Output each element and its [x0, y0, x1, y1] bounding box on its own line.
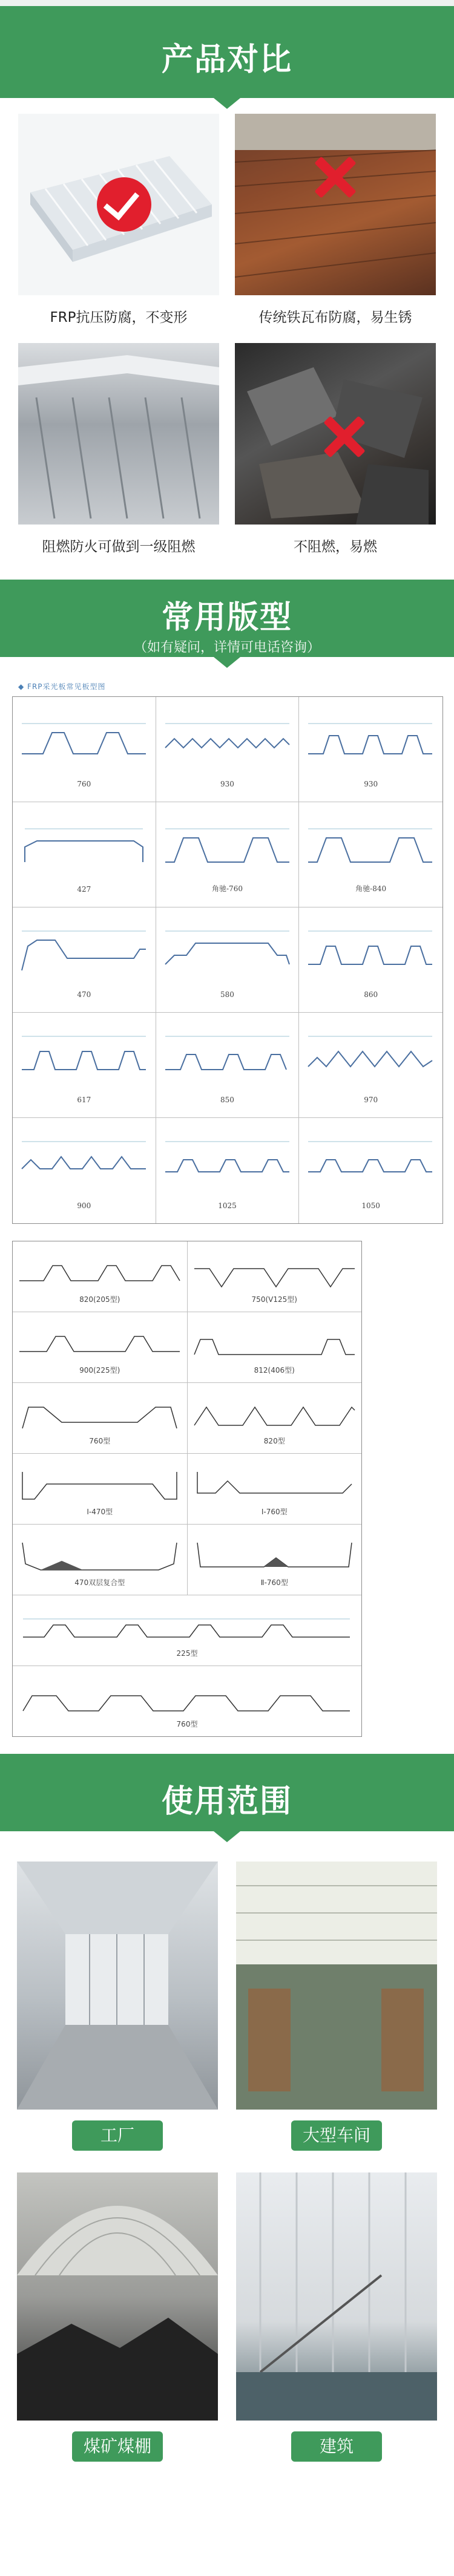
profile-label: 820型: [263, 1437, 285, 1445]
profile-label: 760: [77, 780, 91, 788]
compare-card-iron: [235, 114, 436, 343]
profile-cell: [13, 1118, 156, 1223]
profile-label: 750(V125型): [251, 1295, 297, 1304]
profile-drawing: [16, 1395, 183, 1437]
profile-cell: [156, 907, 300, 1013]
profile-drawing: [19, 711, 149, 778]
profile-drawing: [191, 1324, 358, 1367]
profile-cell: [156, 1013, 300, 1118]
compare-row: [18, 343, 436, 572]
usage-card-workshop: [236, 1862, 437, 2151]
profile-cell: [13, 1383, 188, 1453]
compare-row: [18, 114, 436, 343]
profile-label: 470: [77, 990, 91, 999]
profile-cell: [299, 697, 442, 802]
rusty-roof-image: [235, 114, 436, 295]
profile-drawing: [305, 711, 435, 778]
compare-card-frp: [18, 114, 219, 343]
profile-cell: [13, 1241, 188, 1312]
profile-row: [13, 1312, 361, 1383]
profile-drawing: [162, 817, 292, 883]
check-icon: [97, 177, 151, 232]
profile-drawing: [305, 922, 435, 989]
profile-cell: [299, 802, 442, 907]
profile-drawing: [305, 817, 435, 883]
profile-drawing: [191, 1395, 358, 1437]
profile-label: 812(406型): [254, 1366, 295, 1375]
frp-sheet-image: [18, 114, 219, 295]
usage-card-coal-shed: [17, 2172, 218, 2462]
compare-title: 产品对比: [161, 42, 292, 78]
profile-drawing: [162, 1027, 292, 1094]
profile-list: [12, 1241, 362, 1737]
profile-cell: [188, 1525, 362, 1595]
profile-drawing: [162, 922, 292, 989]
profile-label: 580: [220, 990, 234, 999]
compare-caption-fireproof: 阻燃防火可做到一级阻燃: [42, 539, 196, 555]
profile-cell: [13, 1312, 188, 1382]
compare-caption-burned: 不阻燃，易燃: [294, 539, 377, 555]
usage-label-workshop: 大型车间: [291, 2120, 382, 2151]
profile-label: Ⅰ-760型: [261, 1508, 288, 1516]
profile-drawing: [19, 922, 149, 989]
profile-label: Ⅱ-760型: [260, 1578, 288, 1587]
profile-drawing: [19, 817, 149, 883]
fireproof-sheet-image: [18, 343, 219, 525]
profiles-subtitle: （如有疑问，详情可电话咨询）: [133, 640, 320, 655]
profile-drawing: [20, 1681, 353, 1723]
profile-cell: [188, 1241, 362, 1312]
banner-pointer: [214, 98, 240, 109]
profile-label: 930: [220, 780, 234, 788]
profile-drawing: [16, 1466, 183, 1508]
profiles-title: 常用版型: [161, 600, 292, 636]
profile-cell: [188, 1312, 362, 1382]
factory-image: [17, 1862, 218, 2110]
profile-drawing: [305, 1027, 435, 1094]
coal-shed-illustration: [17, 2172, 218, 2421]
profile-drawing: [20, 1610, 353, 1652]
profile-cell: [13, 1454, 188, 1524]
usage-row: [17, 1862, 437, 2151]
profile-cell: [156, 697, 300, 802]
profile-cell: [188, 1383, 362, 1453]
profile-cell: [13, 1595, 361, 1666]
profile-drawing: [191, 1254, 358, 1296]
profile-cell: [299, 1013, 442, 1118]
profile-drawing: [162, 711, 292, 778]
compare-caption-iron: 传统铁瓦布防腐，易生锈: [258, 310, 412, 325]
profile-label: 970: [364, 1096, 378, 1104]
profile-label: 900: [77, 1201, 91, 1210]
profile-drawing: [305, 1133, 435, 1199]
profile-label: 760型: [176, 1720, 198, 1728]
building-illustration: [236, 2172, 437, 2421]
usage-label-building: 建筑: [291, 2431, 382, 2462]
profile-label: 850: [220, 1096, 234, 1104]
profile-drawing: [16, 1254, 183, 1296]
coal-shed-image: [17, 2172, 218, 2421]
profile-cell: [13, 697, 156, 802]
profile-label: 1050: [361, 1201, 380, 1210]
usage-label-coal-shed: 煤矿煤棚: [72, 2431, 163, 2462]
profile-grid: [12, 696, 443, 1224]
profile-label: 930: [364, 780, 378, 788]
burned-debris-image: [235, 343, 436, 525]
rusty-roof-illustration: [235, 114, 436, 295]
profiles-section: [0, 681, 454, 1737]
usage-banner: [0, 1754, 454, 1831]
profile-cell: [13, 1666, 361, 1736]
profile-cell: [156, 802, 300, 907]
usage-label-factory: 工厂: [72, 2120, 163, 2151]
usage-section: [0, 1862, 454, 2462]
profile-cell: [13, 1013, 156, 1118]
workshop-image: [236, 1862, 437, 2110]
profile-drawing: [16, 1537, 183, 1579]
profile-drawing: [162, 1133, 292, 1199]
profile-row: [13, 1454, 361, 1525]
workshop-illustration: [236, 1862, 437, 2110]
compare-card-burned: [235, 343, 436, 572]
profile-drawing: [16, 1324, 183, 1367]
profiles-header: ◆ FRP采光板常见板型图: [18, 682, 106, 691]
cross-icon: [323, 416, 365, 458]
profile-cell: [299, 907, 442, 1013]
usage-card-building: [236, 2172, 437, 2462]
banner-pointer: [214, 1831, 240, 1842]
profile-cell: [13, 802, 156, 907]
building-image: [236, 2172, 437, 2421]
top-strip: [0, 0, 454, 6]
profile-cell: [13, 1525, 188, 1595]
profile-label: 427: [77, 885, 91, 894]
cross-icon: [314, 156, 356, 198]
profile-label: 角驰-760: [212, 884, 243, 893]
profile-drawing: [191, 1537, 358, 1579]
profile-drawing: [19, 1133, 149, 1199]
profile-drawing: [191, 1466, 358, 1508]
compare-section: [0, 98, 454, 572]
profile-label: Ⅰ-470型: [87, 1508, 113, 1516]
profile-label: 820(205型): [79, 1295, 120, 1304]
profile-row: [13, 1525, 361, 1595]
usage-title: 使用范围: [161, 1783, 292, 1820]
profile-label: 角驰-840: [355, 884, 387, 893]
compare-caption-frp: FRP抗压防腐，不变形: [50, 310, 188, 325]
profile-cell: [299, 1118, 442, 1223]
profile-label: 470双层复合型: [74, 1578, 125, 1587]
profile-label: 1025: [218, 1201, 237, 1210]
profile-cell: [156, 1118, 300, 1223]
profile-cell: [13, 907, 156, 1013]
profiles-header-text: FRP采光板常见板型图: [27, 682, 106, 691]
profile-label: 860: [364, 990, 378, 999]
usage-row: [17, 2172, 437, 2462]
profile-cell: [188, 1454, 362, 1524]
profile-drawing: [19, 1027, 149, 1094]
profile-label: 617: [77, 1096, 91, 1104]
profile-label: 760型: [89, 1437, 111, 1445]
usage-card-factory: [17, 1862, 218, 2151]
profile-row: [13, 1241, 361, 1312]
profile-label: 900(225型): [79, 1366, 120, 1375]
factory-illustration: [17, 1862, 218, 2110]
compare-banner: [0, 6, 454, 98]
profile-row: [13, 1383, 361, 1454]
banner-pointer: [214, 657, 240, 668]
fireproof-sheet-illustration: [18, 343, 219, 525]
compare-card-fireproof: [18, 343, 219, 572]
profile-label: 225型: [176, 1649, 198, 1658]
profiles-banner: [0, 580, 454, 657]
